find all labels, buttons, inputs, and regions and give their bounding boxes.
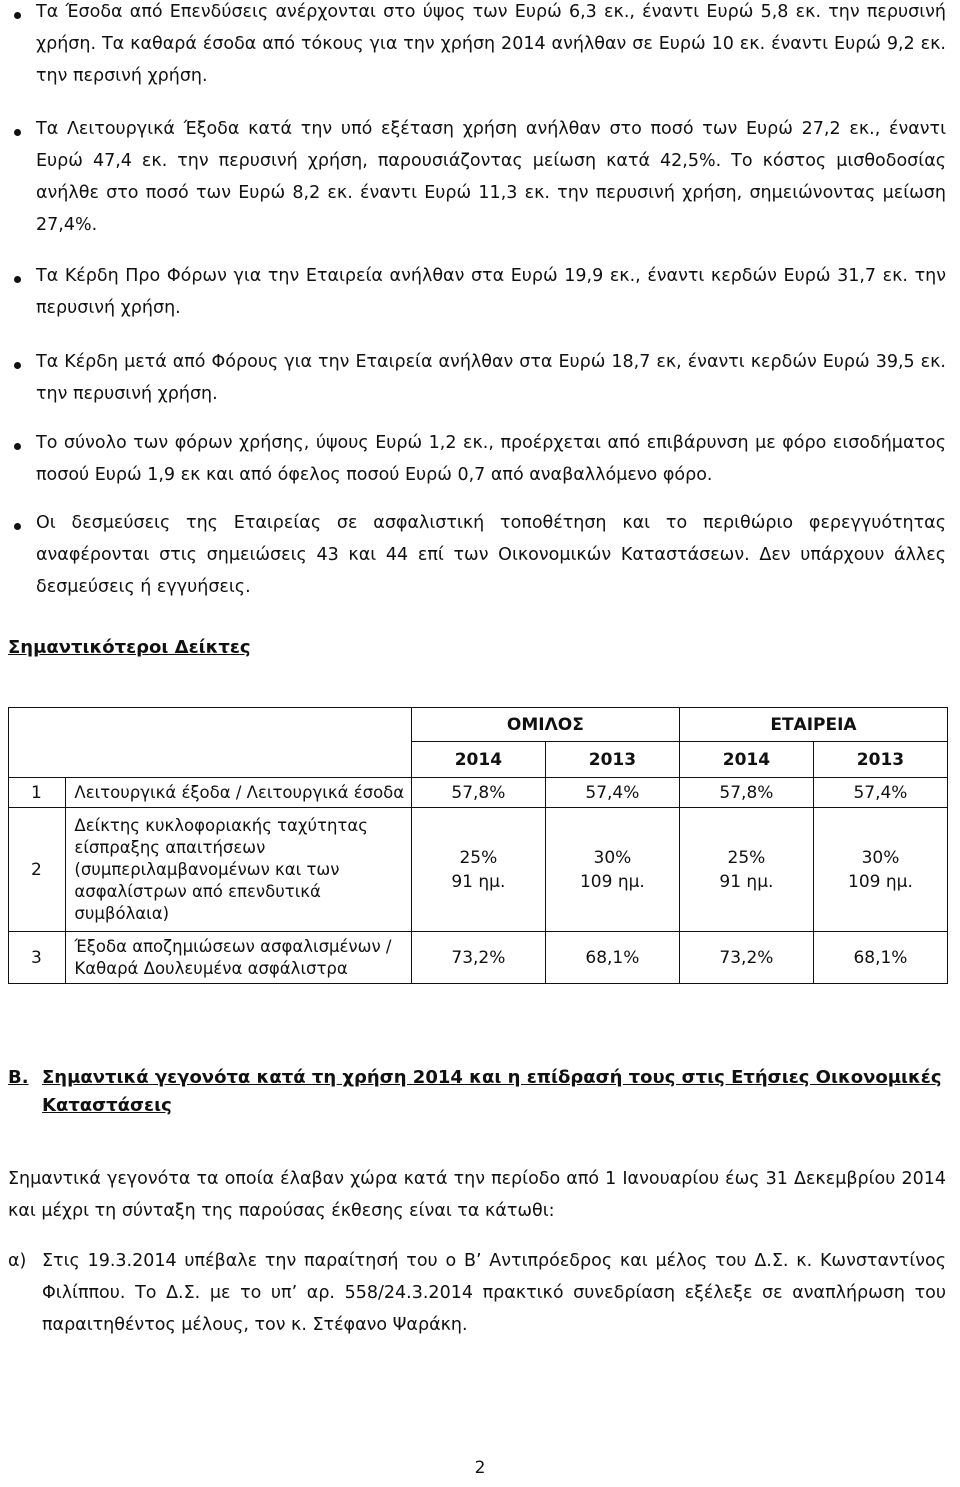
bullet-icon — [14, 129, 21, 136]
section-b-title: Σημαντικά γεγονότα κατά τη χρήση 2014 και η επίδρασή τους στις Ετήσιες Οικονομικές Καταστάσεις — [42, 1067, 942, 1116]
row-label: Δείκτης κυκλοφοριακής ταχύτητας είσπραξης απαιτήσεων (συμπεριλαμβανομένων και των ασφαλίστρων από επενδυτικά συμβόλαια) — [66, 808, 411, 932]
section-b-intro: Σημαντικά γεγονότα τα οποία έλαβαν χώρα κατά την περίοδο από 1 Ιανουαρίου έως 31 Δεκεμβρίου 2014 και μέχρι τη σύνταξη της παρούσας έκθεσης είναι τα κάτωθι: — [8, 1169, 946, 1221]
item-label: α) — [8, 1251, 27, 1271]
bullet-icon — [14, 276, 21, 283]
row-number: 3 — [9, 932, 66, 984]
value-cell — [545, 808, 679, 932]
header-empty-cell — [66, 708, 411, 778]
value-cell — [813, 808, 947, 932]
value-percent: 30% — [861, 847, 900, 868]
value-cell: 57,8% — [679, 778, 813, 808]
value-cell: 68,1% — [545, 932, 679, 984]
table-row — [9, 778, 948, 808]
value-cell: 57,4% — [545, 778, 679, 808]
group-header: ΟΜΙΛΟΣ — [411, 708, 679, 742]
year-header: 2013 — [813, 742, 947, 778]
company-header: ΕΤΑΙΡΕΙΑ — [679, 708, 947, 742]
bullet-icon — [14, 362, 21, 369]
value-cell: 68,1% — [813, 932, 947, 984]
row-number: 2 — [9, 808, 66, 932]
bullet-icon — [14, 12, 21, 19]
bullet-text: Τα Λειτουργικά Έξοδα κατά την υπό εξέταση χρήση ανήλθαν στο ποσό των Ευρώ 27,2 εκ., έναντι Ευρώ 47,4 εκ. την περυσινή χρήση, παρουσιάζοντας μείωση κατά 42,5%. Το κόστος μισθοδοσίας ανήλθε στο ποσό των Ευρώ 8,2 εκ. έναντι Ευρώ 11,3 εκ. την περυσινή χρήση, σημειώνοντας μείωση 27,4%. — [36, 119, 946, 235]
header-empty-cell — [9, 708, 66, 778]
table-row — [9, 808, 948, 932]
value-days: 109 ημ. — [579, 871, 645, 892]
value-days: 91 ημ. — [719, 871, 774, 892]
indicators-table — [8, 707, 948, 984]
bullet-text: Τα Κέρδη Προ Φόρων για την Εταιρεία ανήλθαν στα Ευρώ 19,9 εκ., έναντι κερδών Ευρώ 31,7 εκ. την περυσινή χρήση. — [36, 266, 946, 318]
value-percent: 30% — [593, 847, 632, 868]
year-header: 2014 — [411, 742, 545, 778]
section-b-prefix: Β. — [8, 1067, 29, 1088]
value-cell — [411, 808, 545, 932]
bullet-text: Τα Κέρδη μετά από Φόρους για την Εταιρεία ανήλθαν στα Ευρώ 18,7 εκ, έναντι κερδών Ευρώ 39,5 εκ. την περυσινή χρήση. — [36, 352, 946, 404]
page-number: 2 — [474, 1458, 486, 1478]
bullet-icon — [14, 443, 21, 450]
value-cell: 57,4% — [813, 778, 947, 808]
value-cell: 73,2% — [679, 932, 813, 984]
bullet-icon — [14, 523, 21, 530]
value-cell — [679, 808, 813, 932]
row-number: 1 — [9, 778, 66, 808]
value-days: 109 ημ. — [848, 871, 913, 892]
table-header-row — [9, 708, 948, 742]
row-label: Έξοδα αποζημιώσεων ασφαλισμένων / Καθαρά Δουλευμένα ασφάλιστρα — [66, 932, 411, 984]
value-cell: 73,2% — [411, 932, 545, 984]
value-percent: 25% — [727, 847, 766, 868]
bullet-text: Οι δεσμεύσεις της Εταιρείας σε ασφαλιστική τοποθέτηση και το περιθώριο φερεγγυότητας αναφέρονται στις σημειώσεις 43 και 44 επί των Οικονομικών Καταστάσεων. Δεν υπάρχουν άλλες δεσμεύσεις ή εγγυήσεις. — [36, 513, 946, 597]
year-header: 2014 — [679, 742, 813, 778]
row-label: Λειτουργικά έξοδα / Λειτουργικά έσοδα — [66, 778, 411, 808]
table-row — [9, 932, 948, 984]
bullet-text: Τα Έσοδα από Επενδύσεις ανέρχονται στο ύψος των Ευρώ 6,3 εκ., έναντι Ευρώ 5,8 εκ. την περυσινή χρήση. Τα καθαρά έσοδα από τόκους για την χρήση 2014 ανήλθαν σε Ευρώ 10 εκ. έναντι Ευρώ 9,2 εκ. την περσινή χρήση. — [36, 2, 946, 86]
item-text: Στις 19.3.2014 υπέβαλε την παραίτησή του ο Β’ Αντιπρόεδρος και μέλος του Δ.Σ. κ. Κωνσταντίνος Φιλίππου. Το Δ.Σ. με το υπ’ αρ. 558/24.3.2014 πρακτικό συνεδρίαση εξέλεξε σε αναπλήρωση του παραιτηθέντος μέλους, τον κ. Στέφανο Ψαράκη. — [42, 1251, 946, 1335]
year-header: 2013 — [545, 742, 679, 778]
indicators-heading: Σημαντικότεροι Δείκτες — [8, 637, 251, 658]
bullet-text: Το σύνολο των φόρων χρήσης, ύψους Ευρώ 1,2 εκ., προέρχεται από επιβάρυνση με φόρο εισοδήματος ποσού Ευρώ 1,9 εκ και από όφελος ποσού Ευρώ 0,7 από αναβαλλόμενο φόρο. — [36, 433, 946, 485]
value-percent: 25% — [459, 847, 498, 868]
value-cell: 57,8% — [411, 778, 545, 808]
value-days: 91 ημ. — [451, 871, 506, 892]
